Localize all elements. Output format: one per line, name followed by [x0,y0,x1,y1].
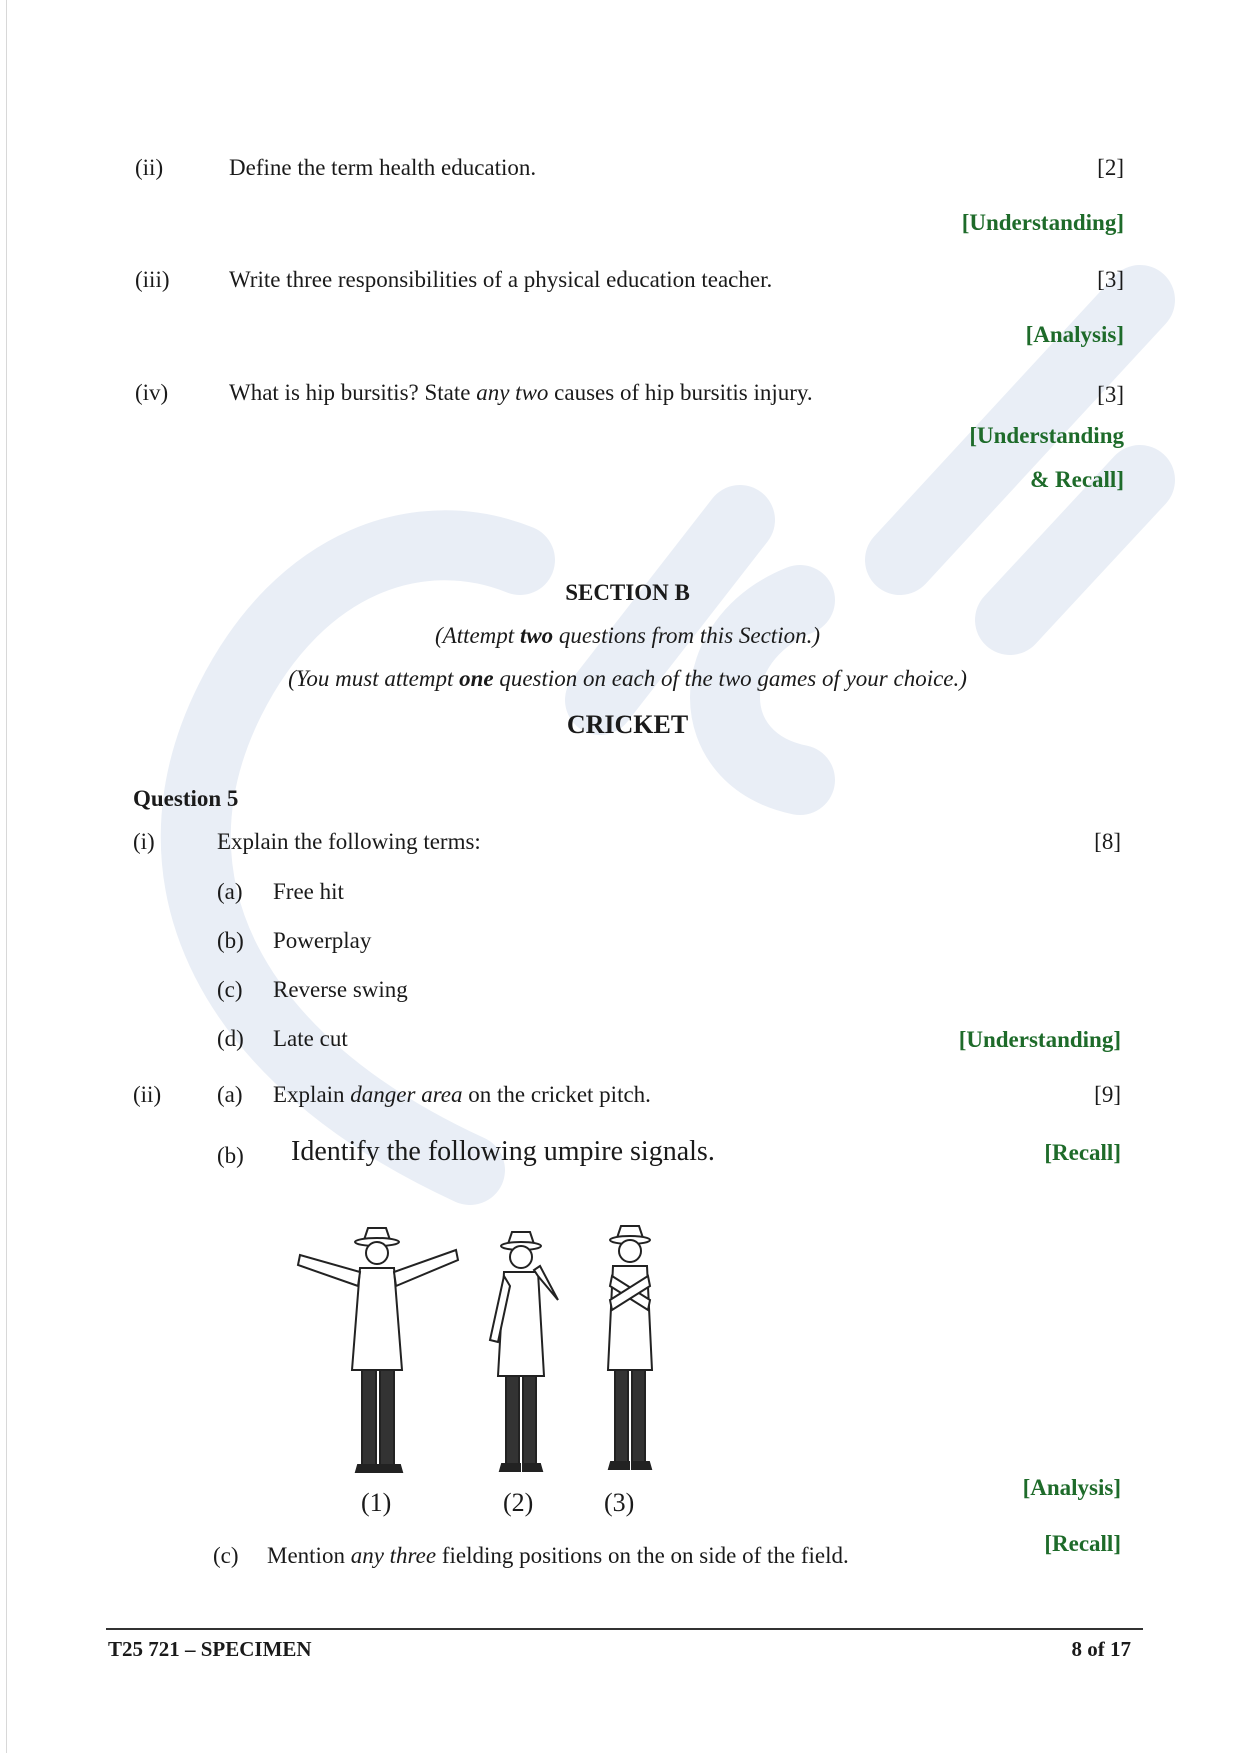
q-iv-text: What is hip bursitis? State any two causes of hip bursitis injury. [229,380,813,405]
q-iv-tag-line2: & Recall] [1030,467,1124,492]
q5-ii-b-tag: [Recall] [1044,1140,1121,1165]
q-ii-tag: [Understanding] [961,210,1124,235]
umpire-1-illustration [298,1228,458,1472]
q5-i-text: Explain the following terms: [217,829,481,854]
umpire-3-illustration [608,1226,652,1469]
term-a-letter: (a) [217,879,243,904]
signals-tag: [Analysis] [1022,1475,1121,1500]
q5-ii-marks: [9] [1094,1082,1121,1107]
q-ii-text: Define the term health education. [229,155,537,180]
section-b-title: SECTION B [565,580,690,605]
q5-ii-b-text: Identify the following umpire signals. [291,1136,715,1167]
q5-i-tag: [Understanding] [958,1027,1121,1052]
q5-i-marks: [8] [1094,829,1121,854]
q-ii-number: (ii) [135,155,164,180]
question-heading: Question 5 [133,786,239,811]
term-d-letter: (d) [217,1026,244,1051]
signal-label-3: (3) [604,1488,635,1517]
q5-ii-c-letter: (c) [213,1543,239,1568]
q5-i-number: (i) [133,829,155,854]
q-iii-number: (iii) [135,267,170,292]
term-a-text: Free hit [273,879,344,904]
q-iv-marks: [3] [1097,382,1124,407]
section-b-instruction-2: (You must attempt one question on each of the two games of your choice.) [288,666,967,691]
q5-ii-c-tag: [Recall] [1044,1531,1121,1556]
game-title: CRICKET [566,710,689,739]
q-ii-marks: [2] [1097,155,1124,180]
footer-code: T25 721 – SPECIMEN [108,1637,312,1661]
term-d-text: Late cut [273,1026,348,1051]
term-b-text: Powerplay [273,928,372,953]
q5-ii-a-text: Explain danger area on the cricket pitch. [273,1082,651,1107]
q5-ii-b-letter: (b) [217,1143,244,1168]
q-iv-number: (iv) [135,380,169,405]
term-b-letter: (b) [217,928,244,953]
q-iv-tag-line1: [Understanding [969,423,1124,448]
footer-page-number: 8 of 17 [1071,1637,1131,1661]
term-c-letter: (c) [217,977,243,1002]
q5-ii-c-text: Mention any three fielding positions on the on side of the field. [267,1543,849,1568]
q5-ii-number: (ii) [133,1082,162,1107]
umpire-2-illustration [490,1232,558,1471]
footer-rule [106,1628,1143,1630]
umpire-signals-figure [290,1220,680,1480]
q5-ii-a-letter: (a) [217,1082,243,1107]
scan-edge [6,0,7,1753]
q-iii-marks: [3] [1097,267,1124,292]
term-c-text: Reverse swing [273,977,408,1002]
section-b-instruction-1: (Attempt two questions from this Section.) [434,623,820,648]
q-iii-tag: [Analysis] [1025,322,1124,347]
signal-label-1: (1) [361,1488,392,1517]
q-iii-text: Write three responsibilities of a physical education teacher. [229,267,773,292]
signal-label-2: (2) [503,1488,534,1517]
